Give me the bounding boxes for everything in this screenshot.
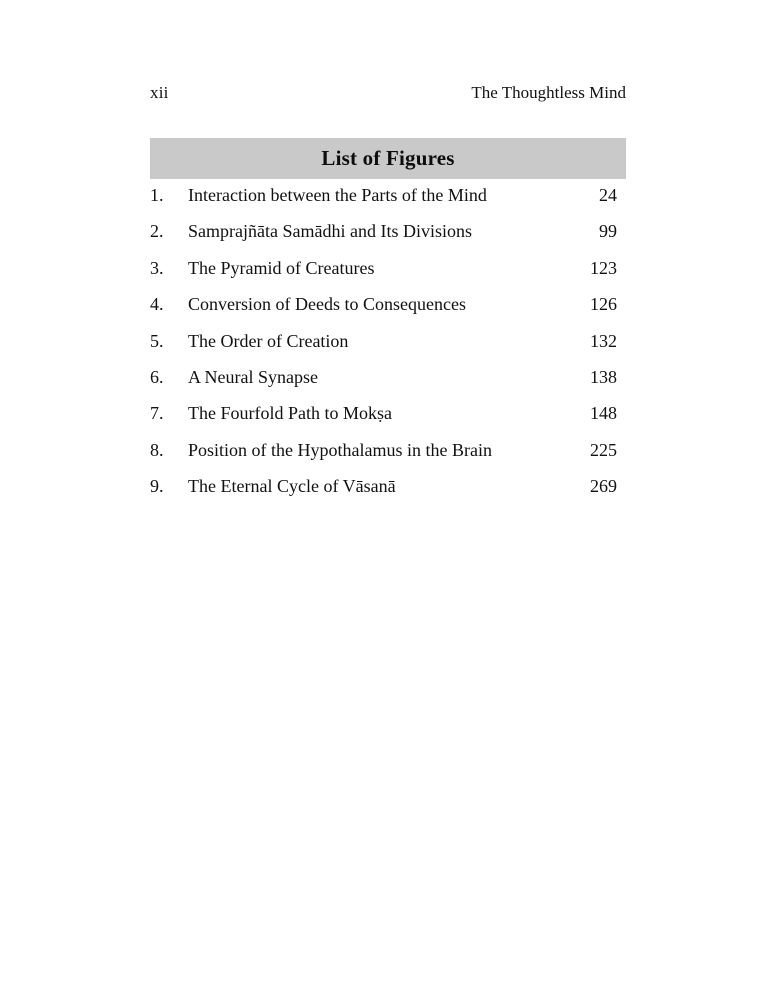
figure-page-number: 99 bbox=[599, 221, 617, 242]
figure-page-number: 126 bbox=[590, 294, 617, 315]
figure-list-row bbox=[150, 331, 617, 367]
figure-list-row bbox=[150, 221, 617, 257]
figure-number: 6. bbox=[150, 366, 164, 387]
figure-page-number: 123 bbox=[590, 257, 617, 278]
figure-list-row bbox=[150, 440, 617, 476]
figure-title: A Neural Synapse bbox=[188, 366, 318, 387]
figure-page-number: 24 bbox=[599, 185, 617, 205]
figure-number: 8. bbox=[150, 439, 164, 460]
figure-number: 5. bbox=[150, 330, 164, 351]
running-head bbox=[150, 83, 626, 103]
figure-title: Interaction between the Parts of the Mind bbox=[188, 185, 487, 205]
figure-number: 7. bbox=[150, 403, 164, 424]
figure-number: 3. bbox=[150, 257, 164, 278]
figure-list-row bbox=[150, 476, 617, 512]
figure-title: The Fourfold Path to Mokṣa bbox=[188, 403, 392, 424]
list-of-figures-banner bbox=[150, 138, 626, 179]
figure-title: The Eternal Cycle of Vāsanā bbox=[188, 476, 396, 497]
figure-title: Conversion of Deeds to Consequences bbox=[188, 294, 466, 315]
figure-number: 4. bbox=[150, 294, 164, 315]
figure-title: Samprajñāta Samādhi and Its Divisions bbox=[188, 221, 472, 242]
figure-list-row bbox=[150, 185, 617, 221]
figure-list-row bbox=[150, 367, 617, 403]
book-title: The Thoughtless Mind bbox=[471, 83, 626, 102]
figure-list-row bbox=[150, 294, 617, 330]
figure-title: The Order of Creation bbox=[188, 330, 349, 351]
figure-number: 1. bbox=[150, 185, 164, 205]
figure-page-number: 269 bbox=[590, 476, 617, 497]
page-title: List of Figures bbox=[321, 146, 455, 170]
figure-page-number: 138 bbox=[590, 366, 617, 387]
figure-title: Position of the Hypothalamus in the Brain bbox=[188, 439, 492, 460]
figure-page-number: 132 bbox=[590, 330, 617, 351]
figure-number: 2. bbox=[150, 221, 164, 242]
figure-list bbox=[150, 185, 617, 513]
figure-list-row bbox=[150, 258, 617, 294]
figure-page-number: 148 bbox=[590, 403, 617, 424]
figure-page-number: 225 bbox=[590, 439, 617, 460]
figure-list-row bbox=[150, 403, 617, 439]
page-folio: xii bbox=[150, 83, 169, 102]
figure-number: 9. bbox=[150, 476, 164, 497]
figure-title: The Pyramid of Creatures bbox=[188, 257, 375, 278]
